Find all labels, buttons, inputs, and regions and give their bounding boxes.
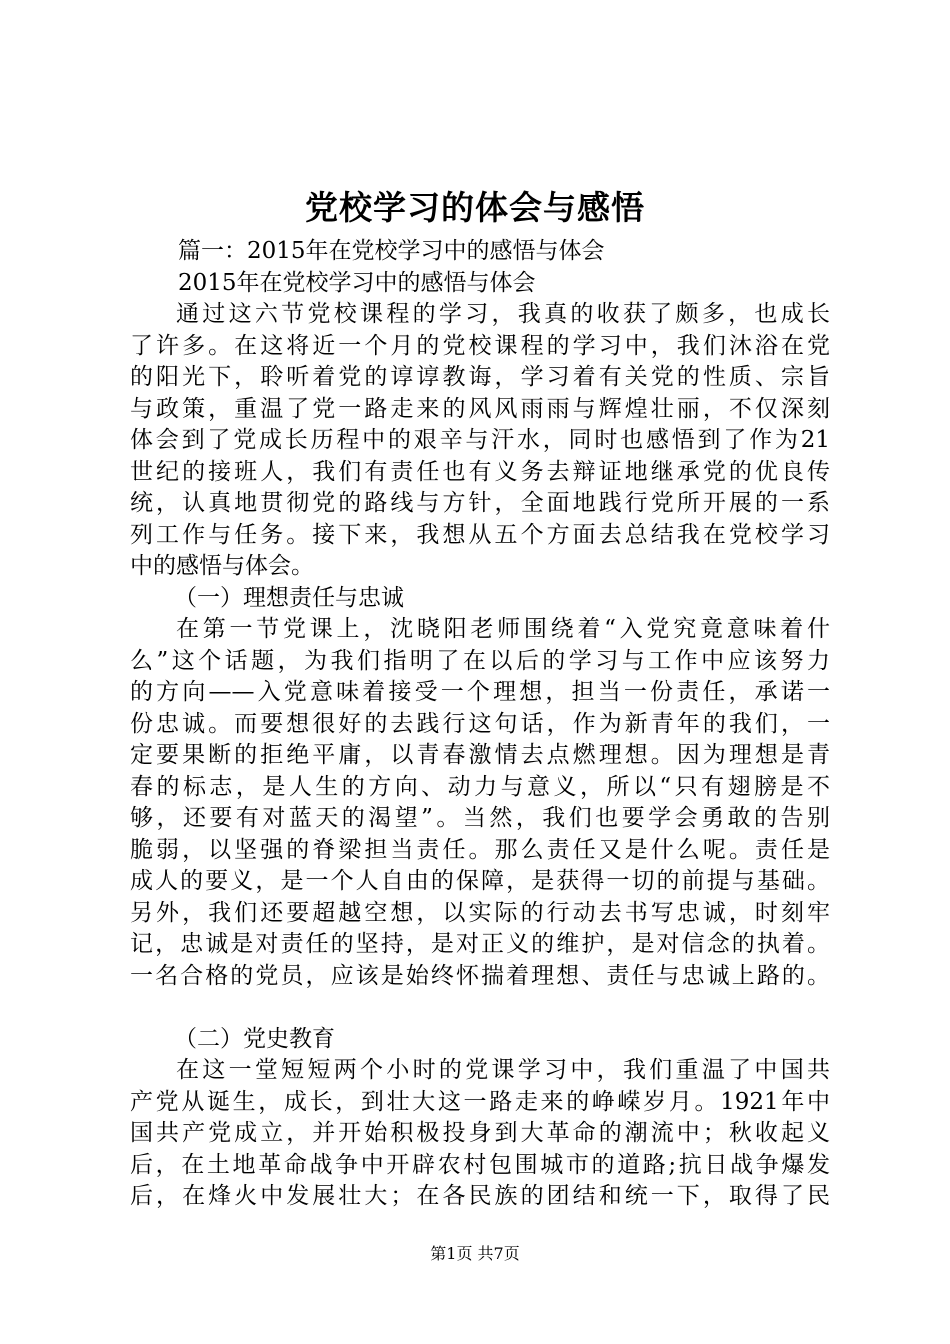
paragraph-line: 春的标志，是人生的方向、动力与意义，所以“只有翅膀是不 [130, 773, 830, 800]
paragraph-line: 产党从诞生，成长，到壮大这一路走来的峥嵘岁月。1921年中 [130, 1088, 830, 1115]
paragraph-line: 么”这个话题，为我们指明了在以后的学习与工作中应该努力 [130, 647, 830, 674]
paragraph-3 [130, 1055, 830, 1213]
paragraph-line: 份忠诚。而要想很好的去践行这句话，作为新青年的我们，一 [130, 710, 830, 737]
paragraph-line: 中的感悟与体会。 [130, 553, 314, 579]
blank-line [130, 992, 830, 1024]
paragraph-line: 定要果断的拒绝平庸，以青春激情去点燃理想。因为理想是青 [130, 742, 830, 768]
document-title: 党校学习的体会与感悟 [305, 188, 645, 227]
paragraph-1 [130, 299, 830, 583]
paragraph-line: 统，认真地贯彻党的路线与方针，全面地践行党所开展的一系 [130, 490, 830, 516]
paragraph-line: 世纪的接班人，我们有责任也有义务去辩证地继承党的优良传 [130, 458, 830, 485]
page-footer: 第1页 共7页 [430, 1244, 520, 1263]
section-heading-2: （二）党史教育 [174, 1025, 335, 1052]
paragraph-line: 在第一节党课上，沈晓阳老师围绕着“入党究竟意味着什 [176, 616, 830, 642]
paragraph-line: 一名合格的党员，应该是始终怀揣着理想、责任与忠诚上路的。 [130, 962, 830, 989]
paragraph-line: 国共产党成立，并开始积极投身到大革命的潮流中；秋收起义 [130, 1120, 830, 1146]
section-heading-1: （一）理想责任与忠诚 [174, 584, 404, 611]
paragraph-line: 的方向——入党意味着接受一个理想，担当一份责任，承诺一 [130, 679, 830, 705]
paragraph-line: 记，忠诚是对责任的坚持，是对正义的维护，是对信念的执着。 [130, 931, 830, 957]
subtitle-1: 篇一：2015年在党校学习中的感悟与体会 [178, 238, 605, 264]
paragraph-line: 够，还要有对蓝天的渴望”。当然，我们也要学会勇敢的告别 [130, 805, 830, 831]
paragraph-line: 另外，我们还要超越空想，以实际的行动去书写忠诚，时刻牢 [130, 899, 830, 926]
subtitle-2: 2015年在党校学习中的感悟与体会 [178, 269, 536, 296]
paragraph-line: 体会到了党成长历程中的艰辛与汗水，同时也感悟到了作为21 [130, 427, 830, 453]
paragraph-line: 与政策，重温了党一路走来的风风雨雨与辉煌壮丽，不仅深刻 [130, 395, 830, 422]
paragraph-line: 后，在土地革命战争中开辟农村包围城市的道路;抗日战争爆发 [130, 1151, 830, 1178]
paragraph-line: 在这一堂短短两个小时的党课学习中，我们重温了中国共 [176, 1057, 830, 1083]
document-body [130, 236, 830, 1213]
paragraph-2 [130, 614, 830, 992]
paragraph-line: 的阳光下，聆听着党的谆谆教诲，学习着有关党的性质、宗旨 [130, 364, 830, 390]
paragraph-line: 成人的要义，是一个人自由的保障，是获得一切的前提与基础。 [130, 868, 830, 894]
paragraph-line: 列工作与任务。接下来，我想从五个方面去总结我在党校学习 [130, 521, 830, 548]
paragraph-line: 脆弱，以坚强的脊梁担当责任。那么责任又是什么呢。责任是 [130, 836, 830, 863]
paragraph-line: 通过这六节党校课程的学习，我真的收获了颇多，也成长 [176, 301, 830, 327]
paragraph-line: 了许多。在这将近一个月的党校课程的学习中，我们沐浴在党 [130, 332, 830, 359]
paragraph-line: 后，在烽火中发展壮大；在各民族的团结和统一下，取得了民 [130, 1183, 830, 1209]
